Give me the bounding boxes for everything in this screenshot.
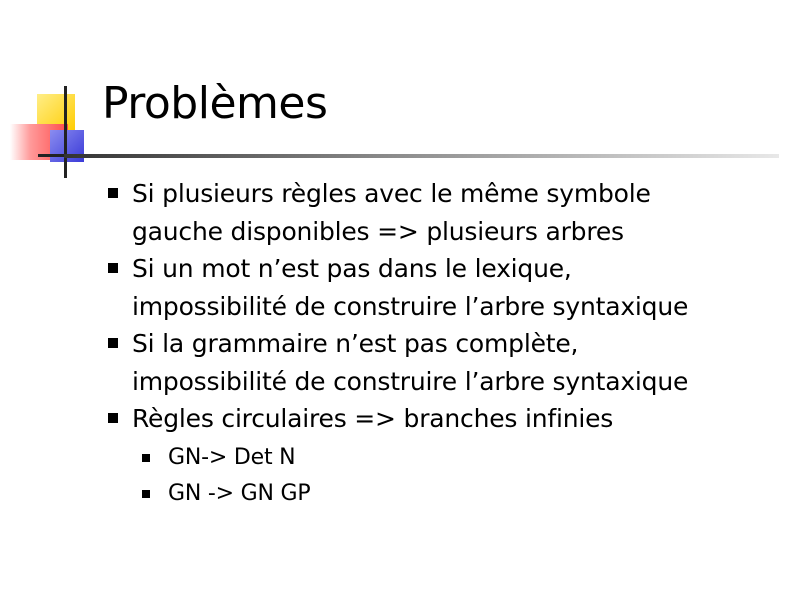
logo-vertical-line: [64, 86, 67, 178]
bullet-line: impossibilité de construire l’arbre syntaxique: [132, 366, 689, 396]
square-bullet-icon: [142, 454, 150, 462]
square-bullet-icon: [108, 413, 118, 423]
bullet-line: Règles circulaires => branches infinies: [132, 404, 614, 433]
sub-bullet-text: GN -> GN GP: [168, 480, 311, 506]
bullet-item: [100, 400, 780, 512]
bullet-list: [100, 175, 780, 512]
square-bullet-icon: [142, 490, 150, 498]
sub-bullet-text: GN-> Det N: [168, 444, 296, 470]
bullet-item: [100, 250, 780, 325]
bullet-line: gauche disponibles => plusieurs arbres: [132, 216, 624, 246]
sub-bullet-list: [132, 440, 780, 512]
sub-bullet-item: [132, 476, 780, 512]
sub-bullet-item: [132, 440, 780, 476]
square-bullet-icon: [108, 188, 118, 198]
bullet-line: Si la grammaire n’est pas complète,: [132, 329, 579, 358]
bullet-line: Si plusieurs règles avec le même symbole: [132, 179, 651, 208]
bullet-line: impossibilité de construire l’arbre syntaxique: [132, 291, 689, 321]
bullet-line: Si un mot n’est pas dans le lexique,: [132, 254, 572, 283]
title-underline: [64, 154, 779, 158]
bullet-item: [100, 325, 780, 400]
square-bullet-icon: [108, 263, 118, 273]
bullet-item: [100, 175, 780, 250]
slide-title: Problèmes: [102, 78, 328, 129]
logo-graphic: [10, 80, 100, 180]
square-bullet-icon: [108, 338, 118, 348]
